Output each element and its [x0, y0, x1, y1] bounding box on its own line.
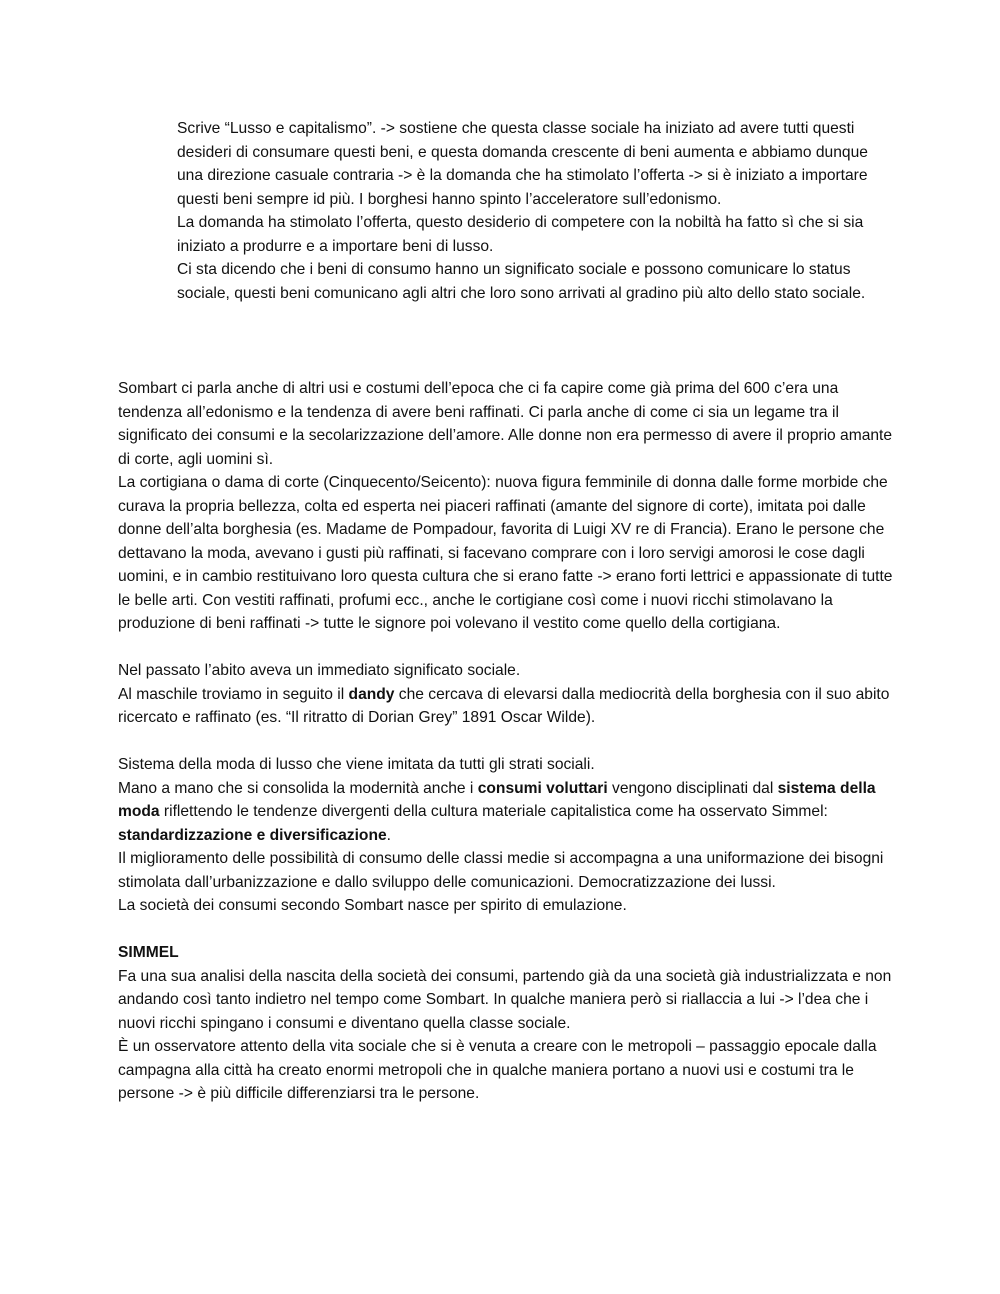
bold-term-sistema-moda: sistema della moda — [118, 779, 876, 820]
paragraph-simmel-metropoli: È un osservatore attento della vita sociale che si è venuta a creare con le metropoli – passaggio epocale dalla campagna alla città ha creato enormi metropoli che in qualche maniera portano a nuovi usi e costumi tra le persone -> è più difficile differenziarsi tra le persone. — [118, 1038, 877, 1102]
main-text-block — [118, 377, 898, 1106]
paragraph-classi-medie: Il miglioramento delle possibilità di consumo delle classi medie si accompagna a una uniformazione dei bisogni stimolata dall’urbanizzazione e dallo sviluppo delle comunicazioni. Democratizzazione dei lussi. — [118, 850, 884, 891]
paragraph-sombart-usi-costumi: Sombart ci parla anche di altri usi e costumi dell’epoca che ci fa capire come già prima del 600 c’era una tendenza all’edonismo e la tendenza di avere beni raffinati. Ci parla anche di come ci sia un legame tra il significato dei consumi e la secolarizzazione dell’amore. Alle donne non era permesso di avere il proprio amante di corte, agli uomini sì. — [118, 380, 893, 468]
paragraph-sistema-moda: Sistema della moda di lusso che viene imitata da tutti gli strati sociali. — [118, 756, 595, 773]
paragraph-lusso-capitalismo: Scrive “Lusso e capitalismo”. -> sostiene che questa classe sociale ha iniziato ad avere tutti questi desideri di consumare questi beni, e questa domanda crescente di beni aumenta e abbiamo dunque una direzione casuale contraria -> è la domanda che ha stimolato l’offerta -> si è iniziato a importare questi beni sempre id più. I borghesi hanno spinto l’acceleratore sull’edonismo. — [177, 120, 868, 208]
paragraph-significato-sociale: Ci sta dicendo che i beni di consumo hanno un significato sociale e possono comunicare lo status sociale, questi beni comunicano agli altri che loro sono arrivati al gradino più alto dello stato sociale. — [177, 261, 866, 302]
text-run: vengono disciplinati dal — [607, 779, 778, 797]
bold-term-standardizzazione: standardizzazione e diversificazione — [118, 826, 387, 844]
paragraph-spacer — [118, 730, 898, 754]
paragraph-consumi-voluttari — [118, 777, 898, 848]
bold-term-dandy: dandy — [348, 685, 395, 703]
paragraph-dandy — [118, 683, 898, 730]
text-run: Al maschile troviamo in seguito il — [118, 685, 349, 703]
paragraph-domanda-offerta: La domanda ha stimolato l’offerta, questo desiderio di competere con la nobiltà ha fatto sì che si sia iniziato a produrre e a importare beni di lusso. — [177, 214, 864, 255]
paragraph-emulazione: La società dei consumi secondo Sombart nasce per spirito di emulazione. — [118, 897, 627, 914]
text-run: . — [386, 826, 391, 844]
paragraph-abito: Nel passato l’abito aveva un immediato significato sociale. — [118, 662, 521, 679]
text-run: Mano a mano che si consolida la modernità anche i — [118, 779, 478, 797]
text-run: riflettendo le tendenze divergenti della cultura materiale capitalistica come ha osservato Simmel: — [159, 803, 828, 820]
section-heading-simmel: SIMMEL — [118, 944, 179, 961]
paragraph-simmel-analisi: Fa una sua analisi della nascita della società dei consumi, partendo già da una società già industrializzata e non andando così tanto indietro nel tempo come Sombart. In qualche maniera però si riallaccia a lui -> l’dea che i nuovi ricchi spingano i consumi e diventano quella classe sociale. — [118, 967, 892, 1032]
text-run: che cercava di elevarsi dalla mediocrità della borghesia con il suo abito ricercato e raffinato (es. “Il ritratto di Dorian Grey” 1891 Oscar Wilde). — [118, 685, 890, 726]
indented-block — [177, 117, 897, 305]
paragraph-spacer — [118, 636, 898, 660]
bold-term-consumi-voluttari: consumi voluttari — [477, 779, 608, 797]
paragraph-cortigiana: La cortigiana o dama di corte (Cinquecento/Seicento): nuova figura femminile di donna dalle forme morbide che curava la propria bellezza, colta ed esperta nei piaceri raffinati (amante del signore di corte), imitata poi dalle donne dell’alta borghesia (es. Madame de Pompadour, favorita di Luigi XV re di Francia). Erano le persone che dettavano la moda, avevano i gusti più raffinati, si facevano comprare con i loro servigi amorosi le cose dagli uomini, e in cambio restituivano loro questa cultura che si erano fatte -> erano forti lettrici e appassionate di tutte le belle arti. Con vestiti raffinati, profumi ecc., anche le cortigiane così come i nuovi ricchi stimolavano la produzione di beni raffinati -> tutte le signore poi volevano il vestito come quello della cortigiana. — [118, 474, 893, 632]
paragraph-spacer — [118, 918, 898, 942]
